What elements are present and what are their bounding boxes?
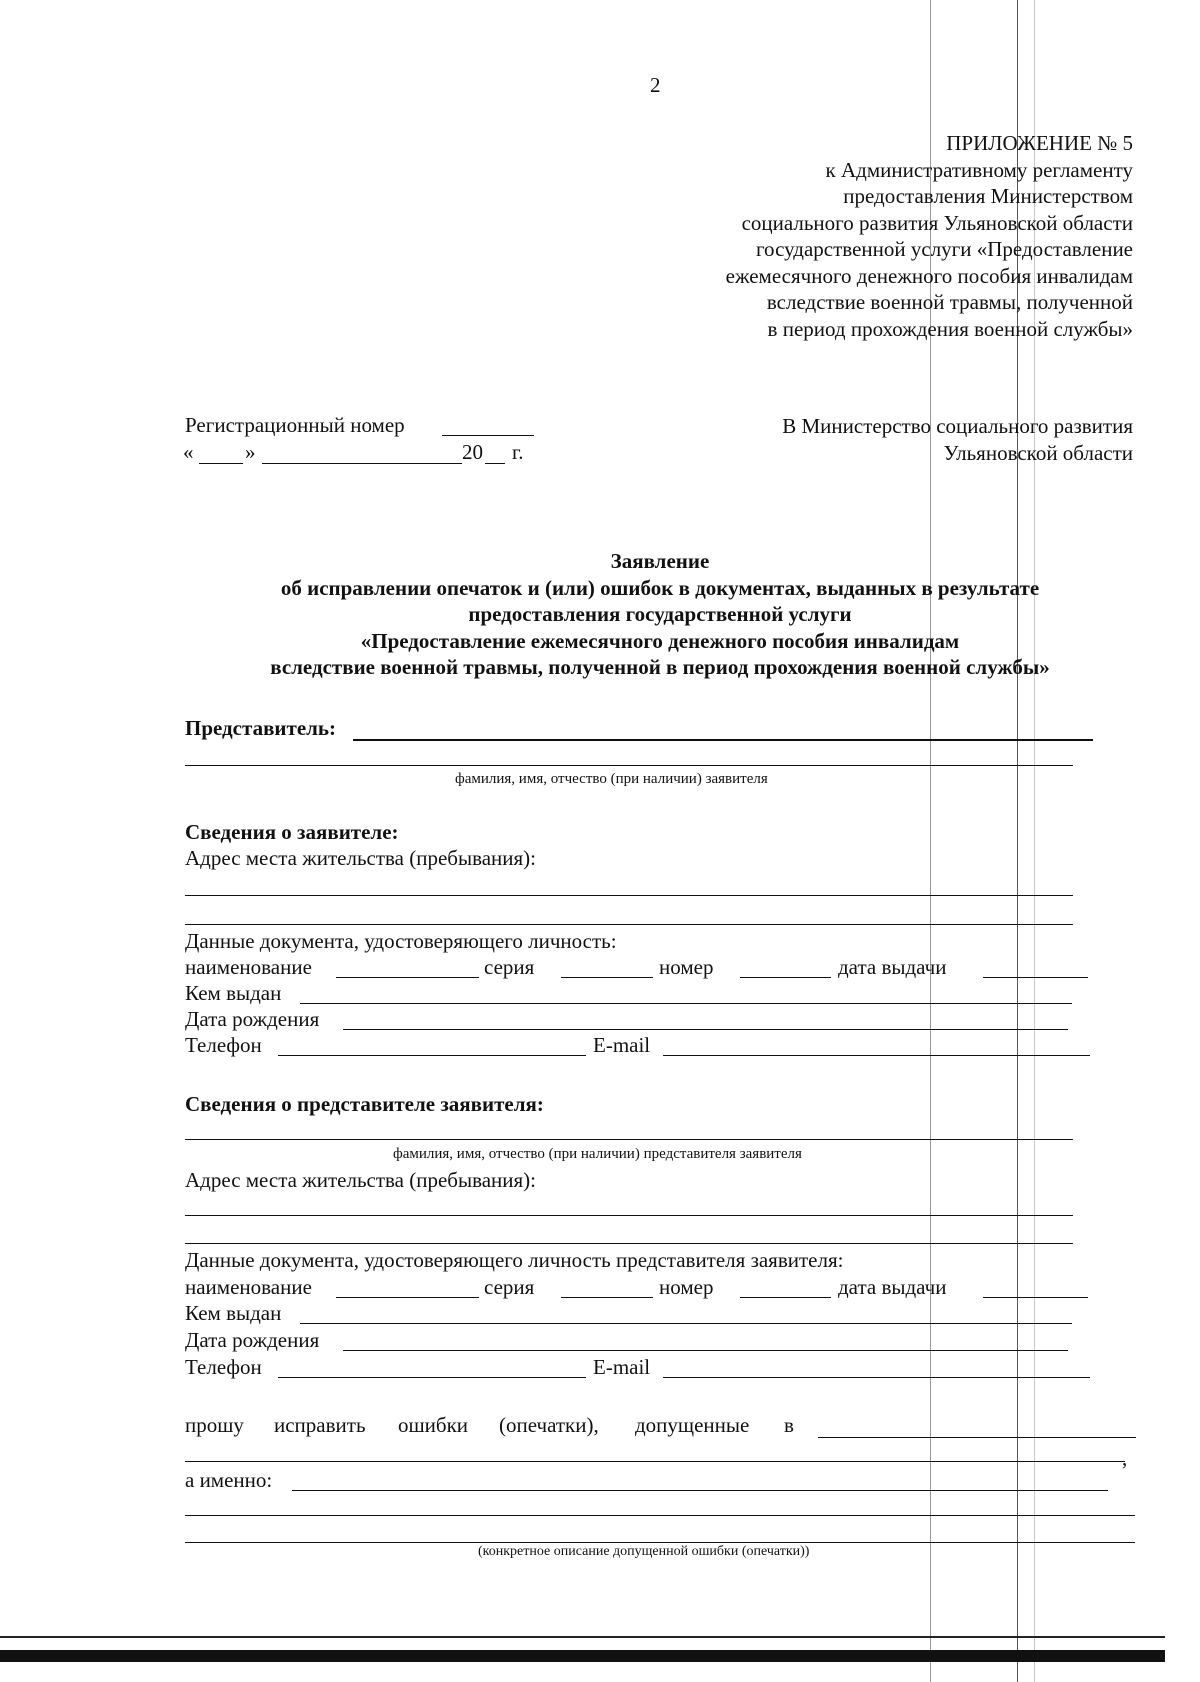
applicant-doc-number-field[interactable] (740, 977, 831, 978)
representative-field[interactable] (353, 739, 1093, 741)
date-year-prefix: 20 (462, 440, 483, 464)
applicant-phone-label: Телефон (185, 1033, 262, 1057)
applicant-document-label: Данные документа, удостоверяющего личность: (185, 929, 617, 953)
applicant-rep-birth-date-field[interactable] (343, 1350, 1068, 1351)
date-close-quote: » (245, 440, 256, 464)
appendix-title: ПРИЛОЖЕНИЕ № 5 (946, 131, 1133, 155)
registration-number-label: Регистрационный номер (185, 413, 405, 437)
request-word: ошибки (398, 1413, 469, 1437)
recipient-block (782, 413, 1133, 467)
appendix-line: вследствие военной травмы, полученной (766, 290, 1133, 314)
namely-field-line3[interactable] (185, 1542, 1135, 1543)
heading-line: об исправлении опечаток и (или) ошибок в документах, выданных в результате (280, 575, 1040, 600)
request-document-field-line2[interactable] (185, 1461, 1125, 1462)
date-day-field[interactable] (199, 463, 243, 464)
applicant-rep-phone-label: Телефон (185, 1355, 262, 1379)
applicant-doc-series-label: серия (484, 955, 535, 979)
scan-artifact-bar (0, 1636, 1165, 1638)
namely-field[interactable] (292, 1490, 1108, 1491)
applicant-address-label: Адрес места жительства (пребывания): (185, 846, 537, 870)
namely-label: а именно: (185, 1468, 273, 1492)
date-open-quote: « (183, 440, 194, 464)
applicant-section-title: Сведения о заявителе: (185, 820, 399, 844)
appendix-line: ежемесячного денежного пособия инвалидам (725, 263, 1133, 288)
appendix-line: государственной услуги «Предоставление (755, 237, 1133, 261)
request-word: в (784, 1413, 794, 1437)
applicant-rep-doc-name-field[interactable] (336, 1297, 479, 1298)
applicant-issued-by-field[interactable] (300, 1003, 1072, 1004)
heading-line: вследствие военной травмы, полученной в период прохождения военной службы» (270, 655, 1050, 679)
request-document-field[interactable] (818, 1437, 1136, 1438)
applicant-address-field-line2[interactable] (185, 924, 1073, 925)
request-word: (опечатки), (499, 1413, 599, 1437)
applicant-rep-phone-field[interactable] (278, 1377, 586, 1378)
applicant-rep-doc-number-label: номер (659, 1275, 714, 1299)
heading-line: «Предоставление ежемесячного денежного пособия инвалидам (360, 628, 960, 653)
request-word: исправить (274, 1413, 366, 1437)
applicant-rep-doc-issue-date-field[interactable] (983, 1297, 1088, 1298)
application-heading (160, 548, 1160, 681)
representative-label: Представитель: (185, 716, 337, 740)
applicant-rep-name-field[interactable] (185, 1139, 1073, 1140)
applicant-doc-name-label: наименование (185, 955, 312, 979)
appendix-block (726, 130, 1133, 342)
registration-number-field[interactable] (442, 435, 534, 436)
applicant-rep-issued-by-field[interactable] (300, 1323, 1072, 1324)
applicant-doc-number-label: номер (659, 955, 714, 979)
scan-artifact-bar (0, 1650, 1165, 1662)
request-comma: , (1122, 1446, 1128, 1470)
applicant-issued-by-label: Кем выдан (185, 981, 282, 1005)
applicant-doc-series-field[interactable] (561, 977, 653, 978)
applicant-rep-issued-by-label: Кем выдан (185, 1301, 282, 1325)
namely-caption: (конкретное описание допущенной ошибки (опечатки)) (478, 1544, 810, 1559)
recipient-line: В Министерство социального развития (782, 414, 1133, 438)
heading-line: предоставления государственной услуги (468, 602, 852, 626)
applicant-rep-doc-issue-date-label: дата выдачи (838, 1275, 947, 1299)
applicant-rep-document-label: Данные документа, удостоверяющего личность представителя заявителя: (185, 1248, 844, 1272)
appendix-line: предоставления Министерством (843, 184, 1133, 208)
date-month-field[interactable] (262, 463, 462, 464)
representative-caption: фамилия, имя, отчество (при наличии) заявителя (455, 771, 768, 787)
applicant-doc-issue-date-field[interactable] (983, 977, 1088, 978)
appendix-line: к Административному регламенту (825, 157, 1133, 182)
applicant-rep-doc-series-field[interactable] (561, 1297, 653, 1298)
applicant-email-label: E-mail (593, 1033, 651, 1057)
appendix-line: в период прохождения военной службы» (767, 316, 1133, 341)
applicant-rep-address-field-line2[interactable] (185, 1243, 1073, 1244)
applicant-rep-section-title: Сведения о представителе заявителя: (185, 1092, 544, 1116)
date-year-suffix: г. (512, 440, 524, 464)
applicant-email-field[interactable] (663, 1055, 1090, 1056)
namely-field-line2[interactable] (185, 1515, 1135, 1516)
date-year-field[interactable] (485, 463, 505, 464)
applicant-rep-address-label: Адрес места жительства (пребывания): (185, 1168, 537, 1192)
applicant-rep-doc-series-label: серия (484, 1275, 535, 1299)
applicant-address-field[interactable] (185, 895, 1073, 896)
request-word: прошу (185, 1413, 244, 1437)
applicant-rep-birth-date-label: Дата рождения (185, 1328, 320, 1352)
applicant-doc-issue-date-label: дата выдачи (838, 955, 947, 979)
representative-field-line2[interactable] (185, 765, 1073, 766)
applicant-birth-date-label: Дата рождения (185, 1007, 320, 1031)
page-number: 2 (650, 73, 661, 97)
applicant-birth-date-field[interactable] (343, 1029, 1068, 1030)
applicant-phone-field[interactable] (278, 1055, 586, 1056)
heading-title: Заявление (610, 549, 710, 573)
appendix-line: социального развития Ульяновской области (741, 210, 1133, 235)
applicant-rep-email-label: E-mail (593, 1355, 651, 1379)
applicant-rep-name-caption: фамилия, имя, отчество (при наличии) представителя заявителя (393, 1146, 802, 1162)
applicant-doc-name-field[interactable] (336, 977, 479, 978)
recipient-line: Ульяновской области (943, 441, 1133, 465)
applicant-rep-doc-name-label: наименование (185, 1275, 312, 1299)
request-word: допущенные (635, 1413, 750, 1437)
applicant-rep-email-field[interactable] (663, 1377, 1090, 1378)
applicant-rep-address-field[interactable] (185, 1215, 1073, 1216)
applicant-rep-doc-number-field[interactable] (740, 1297, 831, 1298)
